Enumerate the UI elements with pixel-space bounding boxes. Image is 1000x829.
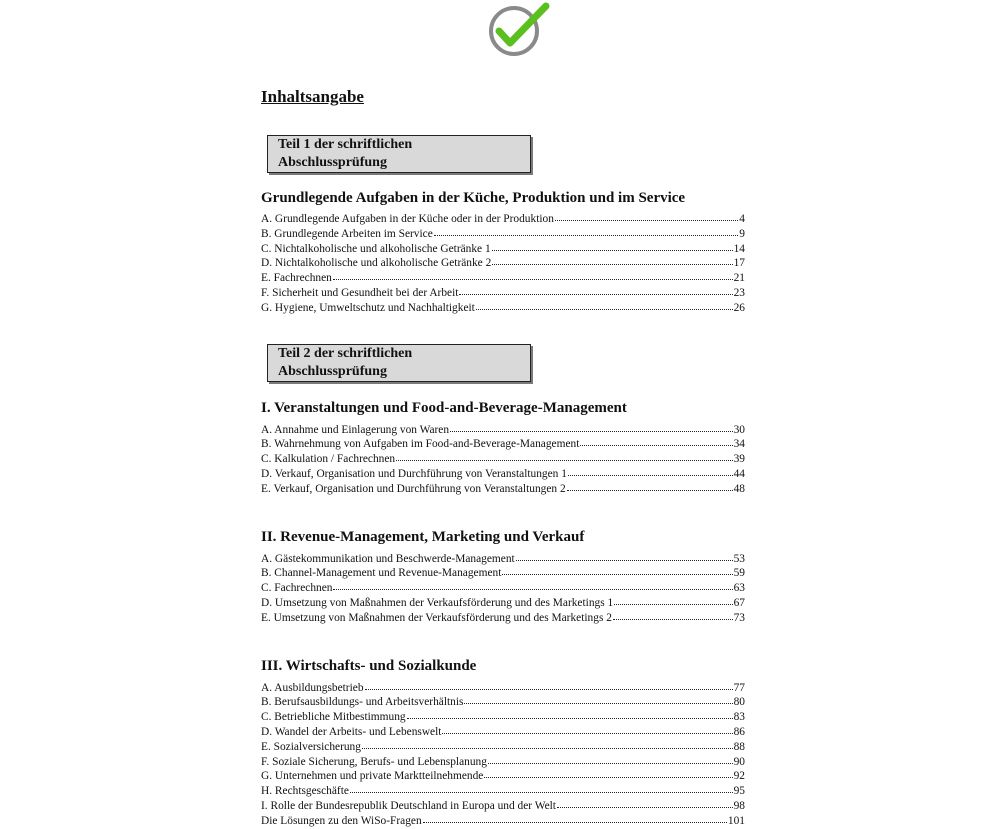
toc-entry-page: 48 (733, 482, 745, 495)
toc-entry[interactable] (261, 423, 745, 438)
dot-leader (365, 689, 733, 690)
toc-entry[interactable] (261, 755, 745, 770)
toc-entry-label: E. Umsetzung von Maßnahmen der Verkaufsförderung und des Marketings 2 (261, 611, 612, 624)
toc-entry[interactable] (261, 596, 745, 611)
dot-leader (492, 264, 732, 265)
toc-entry-page: 90 (733, 755, 745, 768)
toc-entry[interactable] (261, 452, 745, 467)
toc-entry[interactable] (261, 242, 745, 257)
toc-entry-page: 77 (733, 681, 745, 694)
toc-entry-page: 67 (733, 596, 745, 609)
dot-leader (567, 490, 733, 491)
dot-leader (557, 807, 733, 808)
dot-leader (407, 718, 733, 719)
toc-entry-label: I. Rolle der Bundesrepublik Deutschland in Europa und der Welt (261, 799, 556, 812)
toc-entry[interactable] (261, 784, 745, 799)
checkmark-icon (484, 2, 550, 58)
toc-entry-page: 14 (733, 242, 745, 255)
dot-leader (516, 560, 733, 561)
toc-entry-page: 86 (733, 725, 745, 738)
toc-entry-label: E. Sozialversicherung (261, 740, 361, 753)
toc-entry-page: 101 (727, 814, 745, 827)
toc-entry-label: C. Fachrechnen (261, 582, 333, 595)
toc-entry-label: B. Wahrnehmung von Aufgaben im Food-and-Beverage-Management (261, 438, 580, 451)
toc-entry-label: D. Umsetzung von Maßnahmen der Verkaufsförderung und des Marketings 1 (261, 596, 614, 609)
dot-leader (396, 460, 732, 461)
section-heading: Grundlegende Aufgaben in der Küche, Produktion und im Service (261, 190, 686, 206)
dot-leader (459, 294, 732, 295)
section-heading: II. Revenue-Management, Marketing und Verkauf (261, 528, 585, 545)
toc-list (261, 552, 745, 626)
toc-entry-label: E. Verkauf, Organisation und Durchführung von Veranstaltungen 2 (261, 482, 566, 495)
toc-entry[interactable] (261, 212, 745, 227)
toc-entry[interactable] (261, 271, 745, 286)
toc-entry[interactable] (261, 740, 745, 755)
toc-entry-page: 44 (733, 467, 745, 480)
toc-entry[interactable] (261, 566, 745, 581)
toc-entry-page: 21 (733, 272, 745, 285)
toc-entry-page: 53 (733, 552, 745, 565)
toc-entry[interactable] (261, 467, 745, 482)
toc-entry-label: G. Hygiene, Umweltschutz und Nachhaltigkeit (261, 301, 475, 314)
toc-entry[interactable] (261, 581, 745, 596)
page-title: Inhaltsangabe (261, 87, 364, 106)
toc-entry-label: A. Gästekommunikation und Beschwerde-Management (261, 552, 515, 565)
toc-entry[interactable] (261, 301, 745, 316)
toc-entry[interactable] (261, 552, 745, 567)
dot-leader (614, 604, 732, 605)
toc-entry[interactable] (261, 286, 745, 301)
dot-leader (350, 792, 733, 793)
toc-entry-page: 63 (733, 582, 745, 595)
toc-entry-page: 95 (733, 785, 745, 798)
toc-entry-page: 39 (733, 453, 745, 466)
toc-entry[interactable] (261, 799, 745, 814)
toc-entry-label: B. Channel-Management und Revenue-Management (261, 567, 502, 580)
toc-list (261, 212, 745, 316)
toc-entry[interactable] (261, 769, 745, 784)
toc-entry-page: 80 (733, 696, 745, 709)
toc-entry-page: 83 (733, 711, 745, 724)
dot-leader (492, 250, 733, 251)
toc-entry-page: 9 (739, 227, 745, 240)
toc-entry-page: 88 (733, 740, 745, 753)
toc-entry-label: E. Fachrechnen (261, 272, 332, 285)
toc-entry-page: 17 (733, 257, 745, 270)
toc-entry-label: D. Nichtalkoholische und alkoholische Getränke 2 (261, 257, 492, 270)
dot-leader (450, 431, 733, 432)
toc-entry-page: 23 (733, 286, 745, 299)
toc-entry[interactable] (261, 482, 745, 497)
part-1-label: Teil 1 der schriftlichen Abschlussprüfung (267, 135, 531, 173)
dot-leader (555, 220, 738, 221)
section-heading: III. Wirtschafts- und Sozialkunde (261, 657, 477, 674)
table-of-contents (261, 86, 751, 829)
part-2-label: Teil 2 der schriftlichen Abschlussprüfung (267, 344, 531, 382)
toc-entry-page: 26 (733, 301, 745, 314)
toc-entry[interactable] (261, 437, 745, 452)
toc-entry-page: 73 (733, 611, 745, 624)
toc-entry-label: A. Ausbildungsbetrieb (261, 681, 364, 694)
toc-entry[interactable] (261, 725, 745, 740)
toc-entry[interactable] (261, 710, 745, 725)
toc-entry[interactable] (261, 681, 745, 696)
dot-leader (613, 619, 733, 620)
toc-entry-label: G. Unternehmen und private Marktteilnehmende (261, 770, 484, 783)
toc-entry-page: 59 (733, 567, 745, 580)
toc-entry-label: Die Lösungen zu den WiSo-Fragen (261, 814, 422, 827)
toc-entry-label: D. Wandel der Arbeits- und Lebenswelt (261, 725, 442, 738)
dot-leader (464, 703, 732, 704)
toc-entry-page: 30 (733, 423, 745, 436)
toc-entry-label: B. Berufsausbildungs- und Arbeitsverhältnis (261, 696, 464, 709)
dot-leader (423, 822, 727, 823)
dot-leader (580, 445, 732, 446)
dot-leader (476, 309, 733, 310)
toc-entry-label: B. Grundlegende Arbeiten im Service (261, 227, 433, 240)
dot-leader (434, 235, 739, 236)
dot-leader (333, 589, 732, 590)
dot-leader (333, 279, 733, 280)
dot-leader (488, 763, 733, 764)
dot-leader (568, 475, 733, 476)
toc-entry-page: 4 (739, 213, 745, 225)
dot-leader (442, 733, 732, 734)
toc-entry-label: F. Soziale Sicherung, Berufs- und Lebensplanung (261, 755, 487, 768)
toc-entry[interactable] (261, 814, 745, 829)
section-heading: I. Veranstaltungen und Food-and-Beverage-Management (261, 399, 627, 416)
toc-entry-label: D. Verkauf, Organisation und Durchführung von Veranstaltungen 1 (261, 467, 567, 480)
toc-entry-label: C. Nichtalkoholische und alkoholische Getränke 1 (261, 242, 491, 255)
dot-leader (362, 748, 733, 749)
toc-entry-label: H. Rechtsgeschäfte (261, 785, 349, 798)
toc-entry-page: 98 (733, 799, 745, 812)
toc-entry-label: A. Grundlegende Aufgaben in der Küche oder in der Produktion (261, 213, 554, 225)
toc-entry-label: C. Betriebliche Mitbestimmung (261, 711, 406, 724)
toc-entry[interactable] (261, 256, 745, 271)
toc-entry[interactable] (261, 227, 745, 242)
toc-entry-label: C. Kalkulation / Fachrechnen (261, 453, 396, 466)
toc-entry[interactable] (261, 695, 745, 710)
dot-leader (484, 777, 732, 778)
toc-entry-label: A. Annahme und Einlagerung von Waren (261, 423, 450, 436)
toc-entry[interactable] (261, 611, 745, 626)
toc-entry-label: F. Sicherheit und Gesundheit bei der Arbeit (261, 286, 459, 299)
dot-leader (502, 574, 732, 575)
toc-entry-page: 34 (733, 438, 745, 451)
toc-list (261, 681, 745, 829)
toc-list (261, 423, 745, 497)
toc-entry-page: 92 (733, 770, 745, 783)
